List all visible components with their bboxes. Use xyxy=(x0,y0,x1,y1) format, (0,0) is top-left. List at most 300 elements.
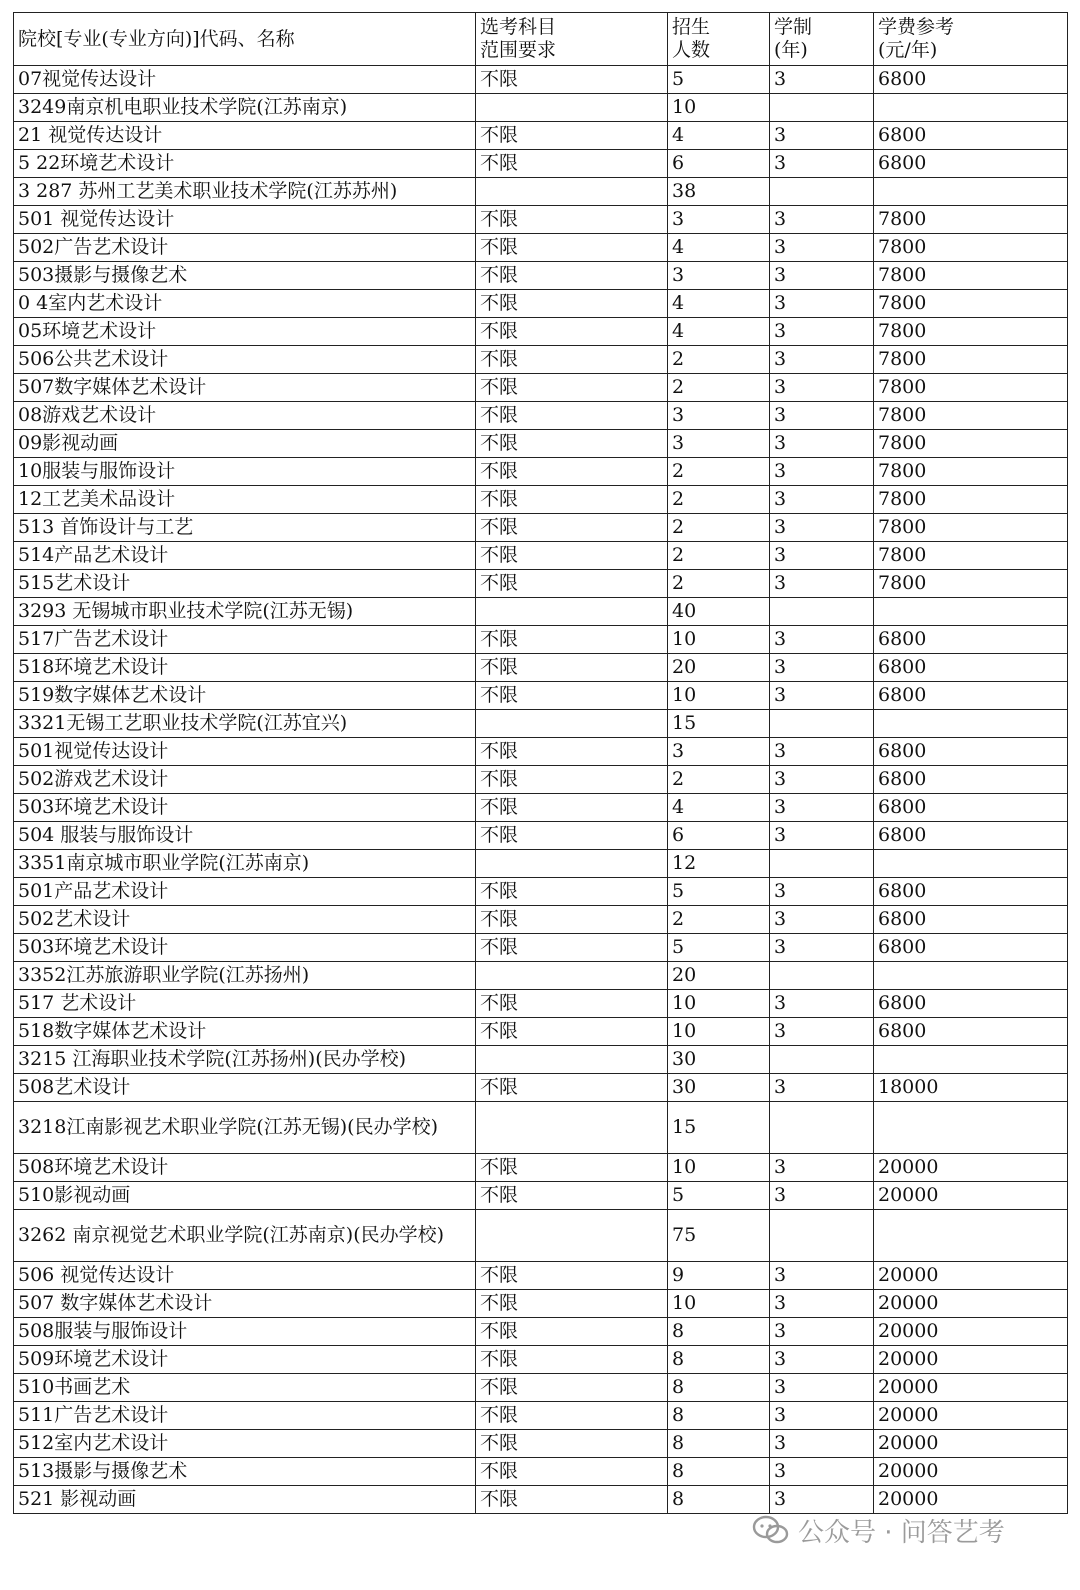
cell-years: 3 xyxy=(770,934,874,962)
cell-subject: 不限 xyxy=(476,542,668,570)
cell-subject: 不限 xyxy=(476,66,668,94)
cell-subject xyxy=(476,1046,668,1074)
table-row xyxy=(14,150,1068,178)
cell-count: 8 xyxy=(668,1374,770,1402)
table-row xyxy=(14,542,1068,570)
table-row xyxy=(14,738,1068,766)
table-row xyxy=(14,626,1068,654)
table-row xyxy=(14,822,1068,850)
cell-fee xyxy=(874,962,1068,990)
cell-name: 508环境艺术设计 xyxy=(14,1154,476,1182)
table-row xyxy=(14,766,1068,794)
cell-count: 4 xyxy=(668,122,770,150)
cell-count: 8 xyxy=(668,1346,770,1374)
cell-count: 2 xyxy=(668,514,770,542)
cell-name: 504 服装与服饰设计 xyxy=(14,822,476,850)
cell-name: 3321无锡工艺职业技术学院(江苏宜兴) xyxy=(14,710,476,738)
cell-fee: 6800 xyxy=(874,990,1068,1018)
cell-count: 8 xyxy=(668,1318,770,1346)
cell-subject: 不限 xyxy=(476,1318,668,1346)
cell-name: 08游戏艺术设计 xyxy=(14,402,476,430)
cell-name: 3351南京城市职业学院(江苏南京) xyxy=(14,850,476,878)
cell-count: 10 xyxy=(668,626,770,654)
cell-subject: 不限 xyxy=(476,402,668,430)
table-row xyxy=(14,962,1068,990)
header-line: 院校[专业(专业方向)]代码、名称 xyxy=(18,27,295,50)
cell-years: 3 xyxy=(770,430,874,458)
cell-name: 513 首饰设计与工艺 xyxy=(14,514,476,542)
table-body xyxy=(14,66,1068,1514)
table-row xyxy=(14,1290,1068,1318)
cell-subject: 不限 xyxy=(476,1182,668,1210)
cell-subject xyxy=(476,178,668,206)
cell-count: 5 xyxy=(668,66,770,94)
cell-fee: 6800 xyxy=(874,122,1068,150)
cell-years: 3 xyxy=(770,206,874,234)
cell-years: 3 xyxy=(770,1318,874,1346)
cell-years: 3 xyxy=(770,234,874,262)
cell-years: 3 xyxy=(770,878,874,906)
cell-subject xyxy=(476,962,668,990)
table-row xyxy=(14,850,1068,878)
cell-years xyxy=(770,178,874,206)
cell-name: 517广告艺术设计 xyxy=(14,626,476,654)
cell-years xyxy=(770,710,874,738)
cell-name: 503环境艺术设计 xyxy=(14,934,476,962)
cell-subject xyxy=(476,850,668,878)
cell-count: 2 xyxy=(668,486,770,514)
cell-fee: 20000 xyxy=(874,1290,1068,1318)
cell-name: 3352江苏旅游职业学院(江苏扬州) xyxy=(14,962,476,990)
cell-subject xyxy=(476,710,668,738)
cell-subject: 不限 xyxy=(476,1402,668,1430)
cell-years: 3 xyxy=(770,990,874,1018)
cell-years xyxy=(770,1046,874,1074)
cell-fee: 20000 xyxy=(874,1430,1068,1458)
cell-fee: 6800 xyxy=(874,822,1068,850)
table-row xyxy=(14,934,1068,962)
cell-years: 3 xyxy=(770,1262,874,1290)
cell-subject: 不限 xyxy=(476,654,668,682)
cell-subject: 不限 xyxy=(476,570,668,598)
cell-name: 506 视觉传达设计 xyxy=(14,1262,476,1290)
cell-name: 3218江南影视艺术职业学院(江苏无锡)(民办学校) xyxy=(14,1102,476,1154)
cell-years: 3 xyxy=(770,1154,874,1182)
cell-name: 3293 无锡城市职业技术学院(江苏无锡) xyxy=(14,598,476,626)
cell-name: 517 艺术设计 xyxy=(14,990,476,1018)
table-row xyxy=(14,1210,1068,1262)
cell-name: 05环境艺术设计 xyxy=(14,318,476,346)
cell-name: 0 4室内艺术设计 xyxy=(14,290,476,318)
table-row xyxy=(14,710,1068,738)
cell-subject: 不限 xyxy=(476,1430,668,1458)
cell-years: 3 xyxy=(770,626,874,654)
cell-subject xyxy=(476,1102,668,1154)
cell-years xyxy=(770,598,874,626)
cell-count: 3 xyxy=(668,402,770,430)
cell-years xyxy=(770,1102,874,1154)
cell-count: 2 xyxy=(668,766,770,794)
table-row xyxy=(14,262,1068,290)
cell-years: 3 xyxy=(770,822,874,850)
cell-years xyxy=(770,94,874,122)
cell-fee: 7800 xyxy=(874,542,1068,570)
cell-years: 3 xyxy=(770,150,874,178)
cell-count: 10 xyxy=(668,1154,770,1182)
table-row xyxy=(14,682,1068,710)
cell-subject: 不限 xyxy=(476,1018,668,1046)
cell-name: 09影视动画 xyxy=(14,430,476,458)
cell-years: 3 xyxy=(770,1486,874,1514)
cell-name: 511广告艺术设计 xyxy=(14,1402,476,1430)
cell-fee: 20000 xyxy=(874,1154,1068,1182)
cell-subject: 不限 xyxy=(476,1262,668,1290)
cell-count: 10 xyxy=(668,682,770,710)
cell-years: 3 xyxy=(770,1346,874,1374)
cell-subject: 不限 xyxy=(476,1458,668,1486)
cell-years: 3 xyxy=(770,514,874,542)
table-row xyxy=(14,1154,1068,1182)
table-row xyxy=(14,878,1068,906)
cell-count: 2 xyxy=(668,906,770,934)
cell-name: 501视觉传达设计 xyxy=(14,738,476,766)
table-row xyxy=(14,66,1068,94)
table-row xyxy=(14,430,1068,458)
cell-count: 4 xyxy=(668,234,770,262)
cell-years xyxy=(770,962,874,990)
cell-subject: 不限 xyxy=(476,682,668,710)
cell-count: 2 xyxy=(668,346,770,374)
cell-fee: 6800 xyxy=(874,766,1068,794)
table-row xyxy=(14,1074,1068,1102)
cell-subject: 不限 xyxy=(476,1486,668,1514)
cell-name: 503摄影与摄像艺术 xyxy=(14,262,476,290)
cell-count: 10 xyxy=(668,1018,770,1046)
cell-name: 506公共艺术设计 xyxy=(14,346,476,374)
cell-fee: 20000 xyxy=(874,1182,1068,1210)
cell-fee xyxy=(874,178,1068,206)
cell-name: 513摄影与摄像艺术 xyxy=(14,1458,476,1486)
cell-fee: 7800 xyxy=(874,318,1068,346)
cell-fee: 18000 xyxy=(874,1074,1068,1102)
cell-fee: 7800 xyxy=(874,458,1068,486)
cell-fee: 7800 xyxy=(874,290,1068,318)
cell-name: 21 视觉传达设计 xyxy=(14,122,476,150)
table-row xyxy=(14,990,1068,1018)
cell-count: 20 xyxy=(668,962,770,990)
cell-name: 507 数字媒体艺术设计 xyxy=(14,1290,476,1318)
header-row xyxy=(14,13,1068,66)
wechat-icon xyxy=(752,1515,790,1545)
cell-fee xyxy=(874,1102,1068,1154)
table-row xyxy=(14,570,1068,598)
cell-years: 3 xyxy=(770,318,874,346)
table-header xyxy=(14,13,1068,66)
table-row xyxy=(14,1102,1068,1154)
cell-subject: 不限 xyxy=(476,262,668,290)
cell-fee: 20000 xyxy=(874,1374,1068,1402)
cell-subject xyxy=(476,598,668,626)
cell-count: 8 xyxy=(668,1458,770,1486)
cell-subject: 不限 xyxy=(476,374,668,402)
cell-years: 3 xyxy=(770,1430,874,1458)
table-row xyxy=(14,906,1068,934)
cell-fee: 6800 xyxy=(874,682,1068,710)
cell-name: 07视觉传达设计 xyxy=(14,66,476,94)
cell-name: 503环境艺术设计 xyxy=(14,794,476,822)
cell-subject: 不限 xyxy=(476,906,668,934)
cell-subject: 不限 xyxy=(476,794,668,822)
cell-name: 3 287 苏州工艺美术职业技术学院(江苏苏州) xyxy=(14,178,476,206)
cell-years: 3 xyxy=(770,794,874,822)
admissions-table xyxy=(13,12,1068,1514)
cell-fee: 20000 xyxy=(874,1486,1068,1514)
cell-fee: 6800 xyxy=(874,794,1068,822)
header-subject xyxy=(476,13,668,66)
table-row xyxy=(14,346,1068,374)
cell-fee: 6800 xyxy=(874,738,1068,766)
cell-count: 8 xyxy=(668,1486,770,1514)
cell-subject: 不限 xyxy=(476,514,668,542)
table-row xyxy=(14,1402,1068,1430)
table-row xyxy=(14,122,1068,150)
cell-count: 4 xyxy=(668,318,770,346)
table-row xyxy=(14,794,1068,822)
cell-years: 3 xyxy=(770,1458,874,1486)
cell-count: 2 xyxy=(668,542,770,570)
cell-name: 521 影视动画 xyxy=(14,1486,476,1514)
table-row xyxy=(14,1046,1068,1074)
cell-count: 12 xyxy=(668,850,770,878)
table-row xyxy=(14,402,1068,430)
cell-fee: 7800 xyxy=(874,430,1068,458)
cell-fee: 7800 xyxy=(874,374,1068,402)
cell-count: 5 xyxy=(668,878,770,906)
cell-subject: 不限 xyxy=(476,318,668,346)
cell-subject: 不限 xyxy=(476,458,668,486)
cell-subject: 不限 xyxy=(476,822,668,850)
watermark-text: 公众号 · 问答艺考 xyxy=(798,1517,1005,1548)
cell-years: 3 xyxy=(770,570,874,598)
cell-years: 3 xyxy=(770,1074,874,1102)
header-fee xyxy=(874,13,1068,66)
cell-count: 8 xyxy=(668,1430,770,1458)
cell-name: 507数字媒体艺术设计 xyxy=(14,374,476,402)
cell-count: 9 xyxy=(668,1262,770,1290)
cell-years: 3 xyxy=(770,262,874,290)
cell-years: 3 xyxy=(770,1018,874,1046)
cell-count: 4 xyxy=(668,794,770,822)
table-row xyxy=(14,1374,1068,1402)
cell-count: 8 xyxy=(668,1402,770,1430)
header-line: (元/年) xyxy=(878,39,938,61)
cell-subject: 不限 xyxy=(476,346,668,374)
cell-name: 508艺术设计 xyxy=(14,1074,476,1102)
cell-fee: 6800 xyxy=(874,66,1068,94)
cell-name: 502广告艺术设计 xyxy=(14,234,476,262)
cell-count: 75 xyxy=(668,1210,770,1262)
table-row xyxy=(14,1262,1068,1290)
cell-fee: 7800 xyxy=(874,262,1068,290)
cell-count: 4 xyxy=(668,290,770,318)
cell-count: 38 xyxy=(668,178,770,206)
cell-count: 6 xyxy=(668,822,770,850)
cell-subject: 不限 xyxy=(476,766,668,794)
cell-years: 3 xyxy=(770,1402,874,1430)
cell-count: 3 xyxy=(668,738,770,766)
cell-subject: 不限 xyxy=(476,738,668,766)
cell-years: 3 xyxy=(770,738,874,766)
cell-years: 3 xyxy=(770,402,874,430)
cell-name: 5 22环境艺术设计 xyxy=(14,150,476,178)
cell-count: 15 xyxy=(668,1102,770,1154)
cell-name: 515艺术设计 xyxy=(14,570,476,598)
cell-years: 3 xyxy=(770,1374,874,1402)
cell-fee xyxy=(874,598,1068,626)
cell-years: 3 xyxy=(770,906,874,934)
cell-subject: 不限 xyxy=(476,122,668,150)
cell-count: 30 xyxy=(668,1074,770,1102)
cell-count: 10 xyxy=(668,94,770,122)
cell-years: 3 xyxy=(770,682,874,710)
table-row xyxy=(14,1346,1068,1374)
table-row xyxy=(14,290,1068,318)
table-row xyxy=(14,374,1068,402)
cell-subject: 不限 xyxy=(476,1290,668,1318)
cell-subject: 不限 xyxy=(476,1074,668,1102)
cell-years: 3 xyxy=(770,66,874,94)
table-row xyxy=(14,458,1068,486)
cell-years: 3 xyxy=(770,374,874,402)
cell-subject: 不限 xyxy=(476,486,668,514)
cell-fee: 7800 xyxy=(874,206,1068,234)
header-years xyxy=(770,13,874,66)
cell-fee xyxy=(874,710,1068,738)
cell-years: 3 xyxy=(770,290,874,318)
cell-count: 2 xyxy=(668,570,770,598)
cell-count: 3 xyxy=(668,206,770,234)
cell-years xyxy=(770,850,874,878)
table-row xyxy=(14,318,1068,346)
cell-years: 3 xyxy=(770,346,874,374)
cell-name: 514产品艺术设计 xyxy=(14,542,476,570)
header-name xyxy=(14,13,476,66)
cell-count: 10 xyxy=(668,990,770,1018)
cell-name: 502游戏艺术设计 xyxy=(14,766,476,794)
cell-subject xyxy=(476,94,668,122)
cell-subject: 不限 xyxy=(476,234,668,262)
cell-fee: 20000 xyxy=(874,1346,1068,1374)
cell-fee: 6800 xyxy=(874,878,1068,906)
cell-fee: 7800 xyxy=(874,402,1068,430)
cell-fee: 6800 xyxy=(874,150,1068,178)
cell-name: 508服装与服饰设计 xyxy=(14,1318,476,1346)
cell-years: 3 xyxy=(770,654,874,682)
cell-subject: 不限 xyxy=(476,626,668,654)
cell-years: 3 xyxy=(770,1182,874,1210)
cell-subject: 不限 xyxy=(476,150,668,178)
cell-name: 510书画艺术 xyxy=(14,1374,476,1402)
cell-years: 3 xyxy=(770,486,874,514)
cell-subject: 不限 xyxy=(476,290,668,318)
cell-count: 2 xyxy=(668,374,770,402)
table-row xyxy=(14,486,1068,514)
cell-fee: 6800 xyxy=(874,626,1068,654)
cell-name: 518环境艺术设计 xyxy=(14,654,476,682)
cell-count: 20 xyxy=(668,654,770,682)
cell-subject: 不限 xyxy=(476,878,668,906)
cell-subject: 不限 xyxy=(476,1346,668,1374)
cell-count: 10 xyxy=(668,1290,770,1318)
cell-fee: 7800 xyxy=(874,234,1068,262)
table-row xyxy=(14,1182,1068,1210)
cell-name: 502艺术设计 xyxy=(14,906,476,934)
table-row xyxy=(14,234,1068,262)
cell-count: 30 xyxy=(668,1046,770,1074)
cell-count: 3 xyxy=(668,430,770,458)
table-row xyxy=(14,94,1068,122)
cell-fee: 6800 xyxy=(874,654,1068,682)
cell-name: 519数字媒体艺术设计 xyxy=(14,682,476,710)
cell-years xyxy=(770,1210,874,1262)
header-line: (年) xyxy=(774,39,808,61)
cell-name: 3215 江海职业技术学院(江苏扬州)(民办学校) xyxy=(14,1046,476,1074)
header-count xyxy=(668,13,770,66)
cell-fee: 6800 xyxy=(874,1018,1068,1046)
cell-name: 501产品艺术设计 xyxy=(14,878,476,906)
cell-fee xyxy=(874,850,1068,878)
table-row xyxy=(14,1318,1068,1346)
cell-years: 3 xyxy=(770,766,874,794)
cell-count: 5 xyxy=(668,934,770,962)
cell-count: 5 xyxy=(668,1182,770,1210)
cell-count: 40 xyxy=(668,598,770,626)
cell-fee: 7800 xyxy=(874,346,1068,374)
table-row xyxy=(14,598,1068,626)
cell-fee: 6800 xyxy=(874,906,1068,934)
cell-name: 509环境艺术设计 xyxy=(14,1346,476,1374)
cell-count: 15 xyxy=(668,710,770,738)
cell-fee: 7800 xyxy=(874,570,1068,598)
cell-count: 6 xyxy=(668,150,770,178)
cell-name: 3262 南京视觉艺术职业学院(江苏南京)(民办学校) xyxy=(14,1210,476,1262)
cell-name: 501 视觉传达设计 xyxy=(14,206,476,234)
cell-name: 512室内艺术设计 xyxy=(14,1430,476,1458)
cell-fee xyxy=(874,1046,1068,1074)
cell-fee: 20000 xyxy=(874,1402,1068,1430)
header-line: 人数 xyxy=(672,39,711,61)
cell-fee: 7800 xyxy=(874,486,1068,514)
cell-subject: 不限 xyxy=(476,206,668,234)
cell-subject: 不限 xyxy=(476,990,668,1018)
table-row xyxy=(14,1458,1068,1486)
cell-fee: 20000 xyxy=(874,1318,1068,1346)
cell-subject: 不限 xyxy=(476,1374,668,1402)
cell-fee: 6800 xyxy=(874,934,1068,962)
cell-name: 3249南京机电职业技术学院(江苏南京) xyxy=(14,94,476,122)
cell-name: 518数字媒体艺术设计 xyxy=(14,1018,476,1046)
cell-years: 3 xyxy=(770,1290,874,1318)
table-row xyxy=(14,1430,1068,1458)
cell-subject: 不限 xyxy=(476,430,668,458)
header-line: 学费参考 xyxy=(878,16,955,38)
cell-name: 12工艺美术品设计 xyxy=(14,486,476,514)
header-line: 学制 xyxy=(774,16,813,38)
table-row xyxy=(14,206,1068,234)
cell-years: 3 xyxy=(770,122,874,150)
cell-name: 10服装与服饰设计 xyxy=(14,458,476,486)
cell-subject: 不限 xyxy=(476,1154,668,1182)
